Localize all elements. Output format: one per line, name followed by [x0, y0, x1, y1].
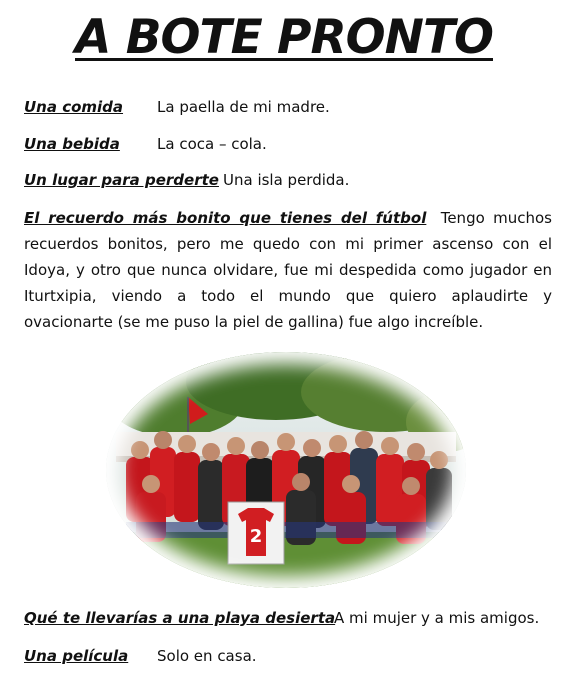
answer-text: Una isla perdida.	[223, 171, 350, 189]
question-label: Una bebida	[24, 135, 120, 153]
page-title: A BOTE PRONTO	[75, 10, 493, 65]
answer-text: Tengo muchos recuerdos bonitos, pero me quedo con mi primer ascenso con el Idoya, y otro que nunca olvidare, fue mi despedida como jugador en Iturtxipia, viendo a todo el mundo que quiero aplaudirte y ovacionarte (se me puso la piel de gallina) fue algo increíble.	[24, 209, 552, 331]
answer-text: A mi mujer y a mis amigos.	[334, 609, 540, 627]
qa-row-bebida	[24, 134, 267, 154]
qa-row-pelicula	[24, 646, 257, 666]
answer-text: Solo en casa.	[157, 647, 257, 665]
qa-row-playa	[24, 608, 540, 628]
question-label: Qué te llevarías a una playa desierta	[24, 609, 336, 627]
question-label: Una comida	[24, 98, 124, 116]
answer-text: La coca – cola.	[157, 135, 267, 153]
question-label: Un lugar para perderte	[24, 171, 219, 189]
jersey-number: 2	[249, 526, 263, 547]
memory-paragraph	[24, 205, 552, 335]
team-photo	[106, 352, 466, 588]
question-label: Una película	[24, 647, 129, 665]
qa-row-lugar	[24, 170, 350, 190]
answer-text: La paella de mi madre.	[157, 98, 330, 116]
qa-row-comida	[24, 97, 330, 117]
question-label: El recuerdo más bonito que tienes del fútbol	[24, 209, 427, 227]
